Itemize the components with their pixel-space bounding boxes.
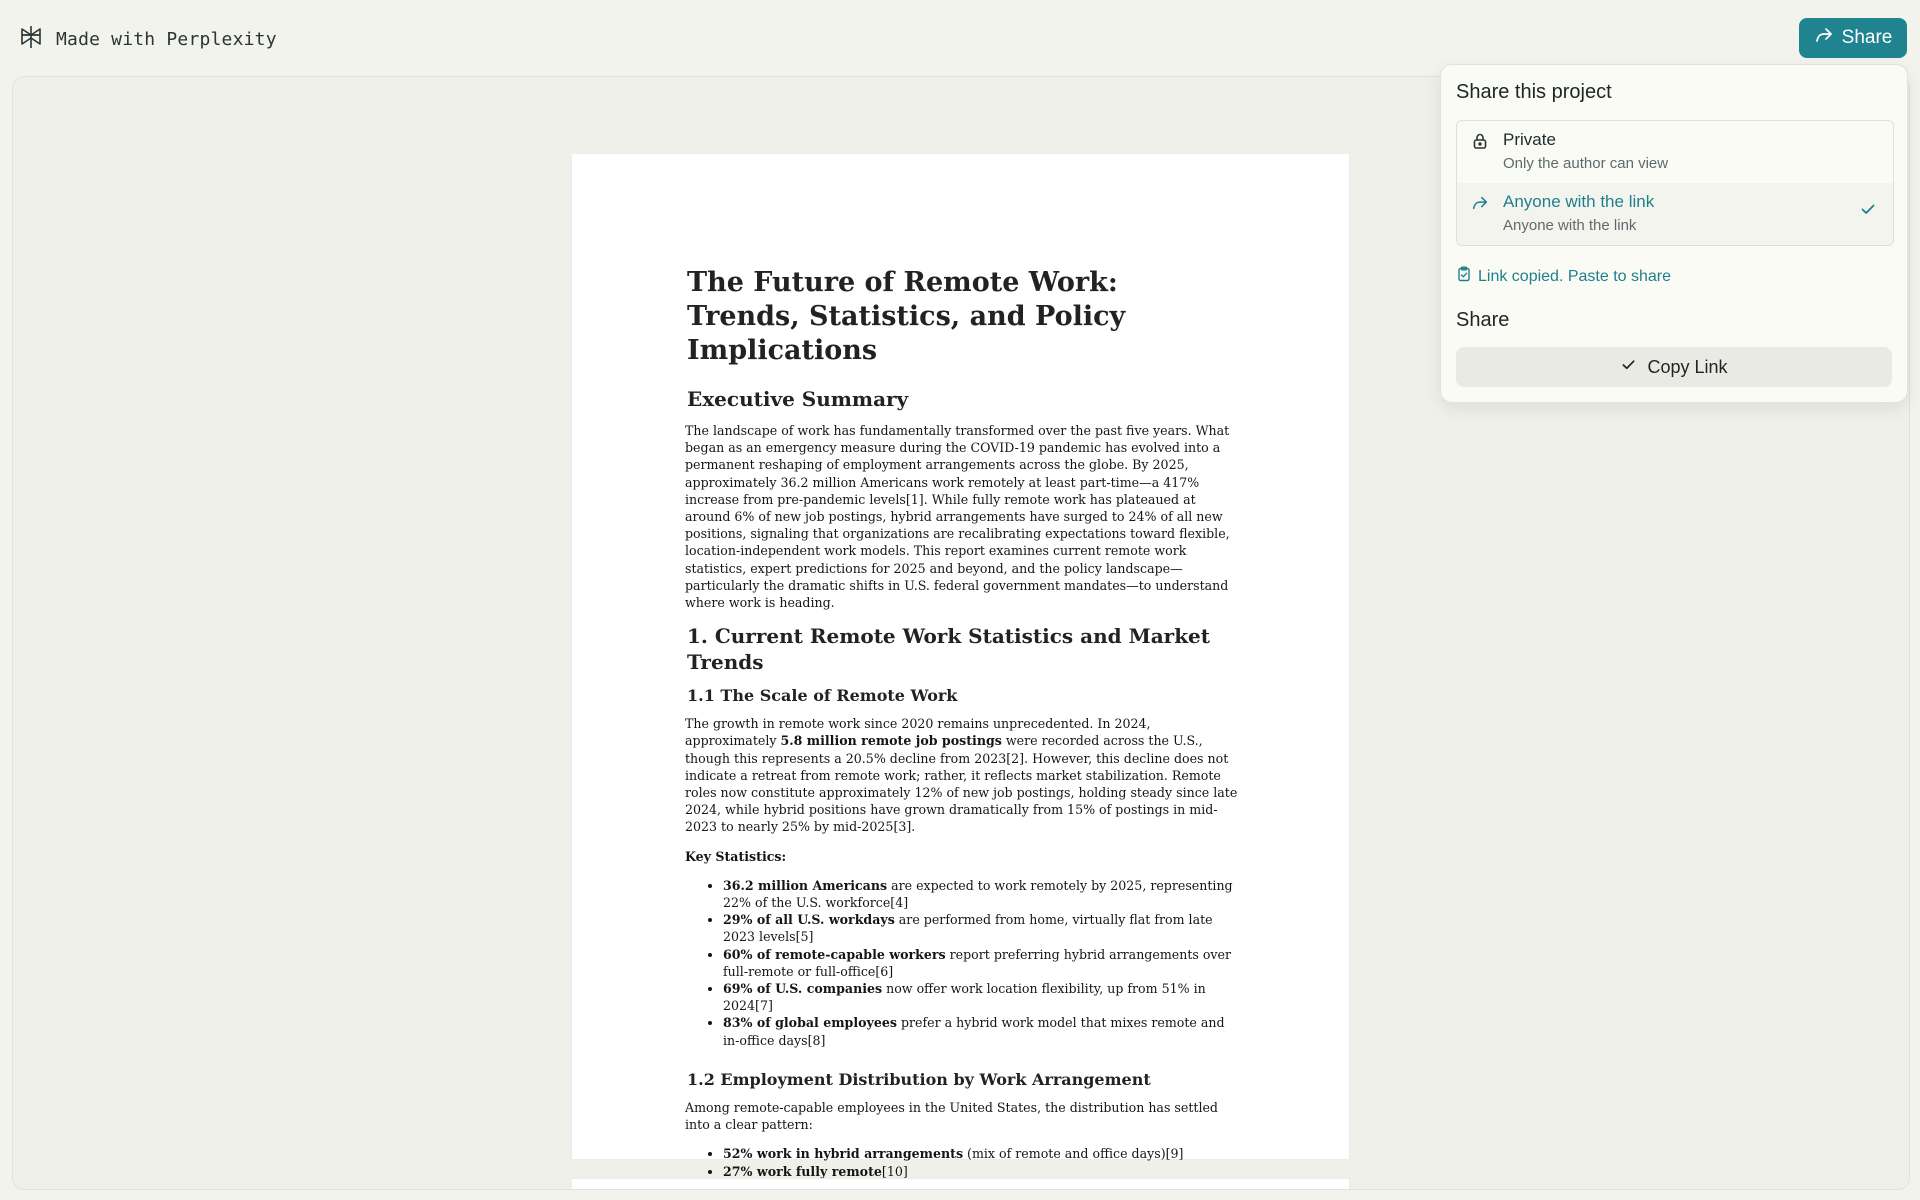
subsection-1-2-heading: 1.2 Employment Distribution by Work Arrangement (687, 1069, 1151, 1089)
key-statistics-label: Key Statistics: (685, 848, 787, 864)
share-popover (1440, 64, 1908, 403)
list-item: • 52% work in hybrid arrangements (mix of remote and office days)[9] (723, 1145, 1238, 1162)
share-section-heading: Share (1456, 309, 1510, 331)
visibility-option-anyone-with-link[interactable] (1457, 183, 1893, 245)
share-button[interactable] (1799, 18, 1907, 58)
brand-text: Made with Perplexity (56, 29, 277, 50)
key-statistics-list (685, 877, 1238, 1049)
visibility-option-private[interactable] (1457, 121, 1893, 184)
copy-link-button[interactable] (1456, 347, 1892, 387)
list-item: • 60% of remote-capable workers report preferring hybrid arrangements over full-remote or full-office[6] (723, 946, 1238, 980)
section-1-heading: 1. Current Remote Work Statistics and Market Trends (687, 624, 1211, 675)
subsection-1-1-text: The growth in remote work since 2020 remains unprecedented. In 2024, approximately 5.8 million remote job postings were recorded across the U.S., though this represents a 20.5% decline from 2023[2]. However, this decline does not indicate a retreat from remote work; rather, it reflects market stabilization. Remote roles now constitute approximately 12% of new job postings, holding steady since late 2024, while hybrid positions have grown dramatically from 15% of postings in mid-2023 to nearly 25% by mid-2025[3]. (685, 716, 1238, 835)
private-option-description: Only the author can view (1503, 155, 1669, 172)
link-copied-text: Link copied. Paste to share (1478, 267, 1672, 285)
subsection-1-1-heading: 1.1 The Scale of Remote Work (687, 686, 958, 706)
next-document-page (572, 1179, 1349, 1190)
check-icon (1859, 200, 1877, 218)
clipboard-check-icon (1456, 266, 1472, 287)
link-copied-notice (1456, 266, 1671, 287)
brand[interactable] (18, 24, 277, 55)
copy-link-label: Copy Link (1647, 356, 1728, 377)
anyone-option-description: Anyone with the link (1503, 217, 1637, 234)
visibility-options (1456, 120, 1894, 246)
list-item: • 69% of U.S. companies now offer work location flexibility, up from 51% in 2024[7] (723, 980, 1238, 1014)
lock-icon (1471, 132, 1489, 150)
share-button-label: Share (1841, 27, 1893, 48)
list-item: • 27% work fully remote[10] (723, 1163, 1238, 1180)
check-icon (1620, 356, 1637, 378)
perplexity-logo-icon (18, 24, 44, 55)
list-item: • 83% of global employees prefer a hybrid work model that mixes remote and in-office days[8] (723, 1014, 1238, 1048)
private-option-label: Private (1503, 130, 1556, 149)
list-item: • 36.2 million Americans are expected to work remotely by 2025, representing 22% of the U.S. workforce[4] (723, 877, 1238, 911)
list-item: • 29% of all U.S. workdays are performed from home, virtually flat from late 2023 levels[5] (723, 911, 1238, 945)
executive-summary-heading: Executive Summary (687, 387, 909, 411)
subsection-1-2-text: Among remote-capable employees in the United States, the distribution has settled into a clear pattern: (685, 1099, 1218, 1133)
anyone-option-label: Anyone with the link (1503, 192, 1655, 211)
executive-summary-text: The landscape of work has fundamentally transformed over the past five years. What began as an emergency measure during the COVID-19 pandemic has evolved into a permanent reshaping of employment arrangements across the globe. By 2025, approximately 36.2 million Americans work remotely at least part-time—a 417% increase from pre-pandemic levels[1]. While fully remote work has plateaued at around 6% of new job postings, hybrid arrangements have surged to 24% of all new positions, signaling that organizations are recalibrating expectations toward flexible, location-independent work models. This report examines current remote work statistics, expert predictions for 2025 and beyond, and the policy landscape—particularly the dramatic shifts in U.S. federal government mandates—to understand where work is heading. (685, 423, 1230, 611)
document-title: The Future of Remote Work: Trends, Statistics, and Policy Implications (687, 267, 1126, 366)
document-page (572, 154, 1349, 1179)
share-arrow-icon (1814, 25, 1834, 51)
document-content (685, 266, 1238, 1190)
share-popover-title: Share this project (1456, 81, 1612, 103)
share-arrow-icon (1471, 194, 1489, 212)
